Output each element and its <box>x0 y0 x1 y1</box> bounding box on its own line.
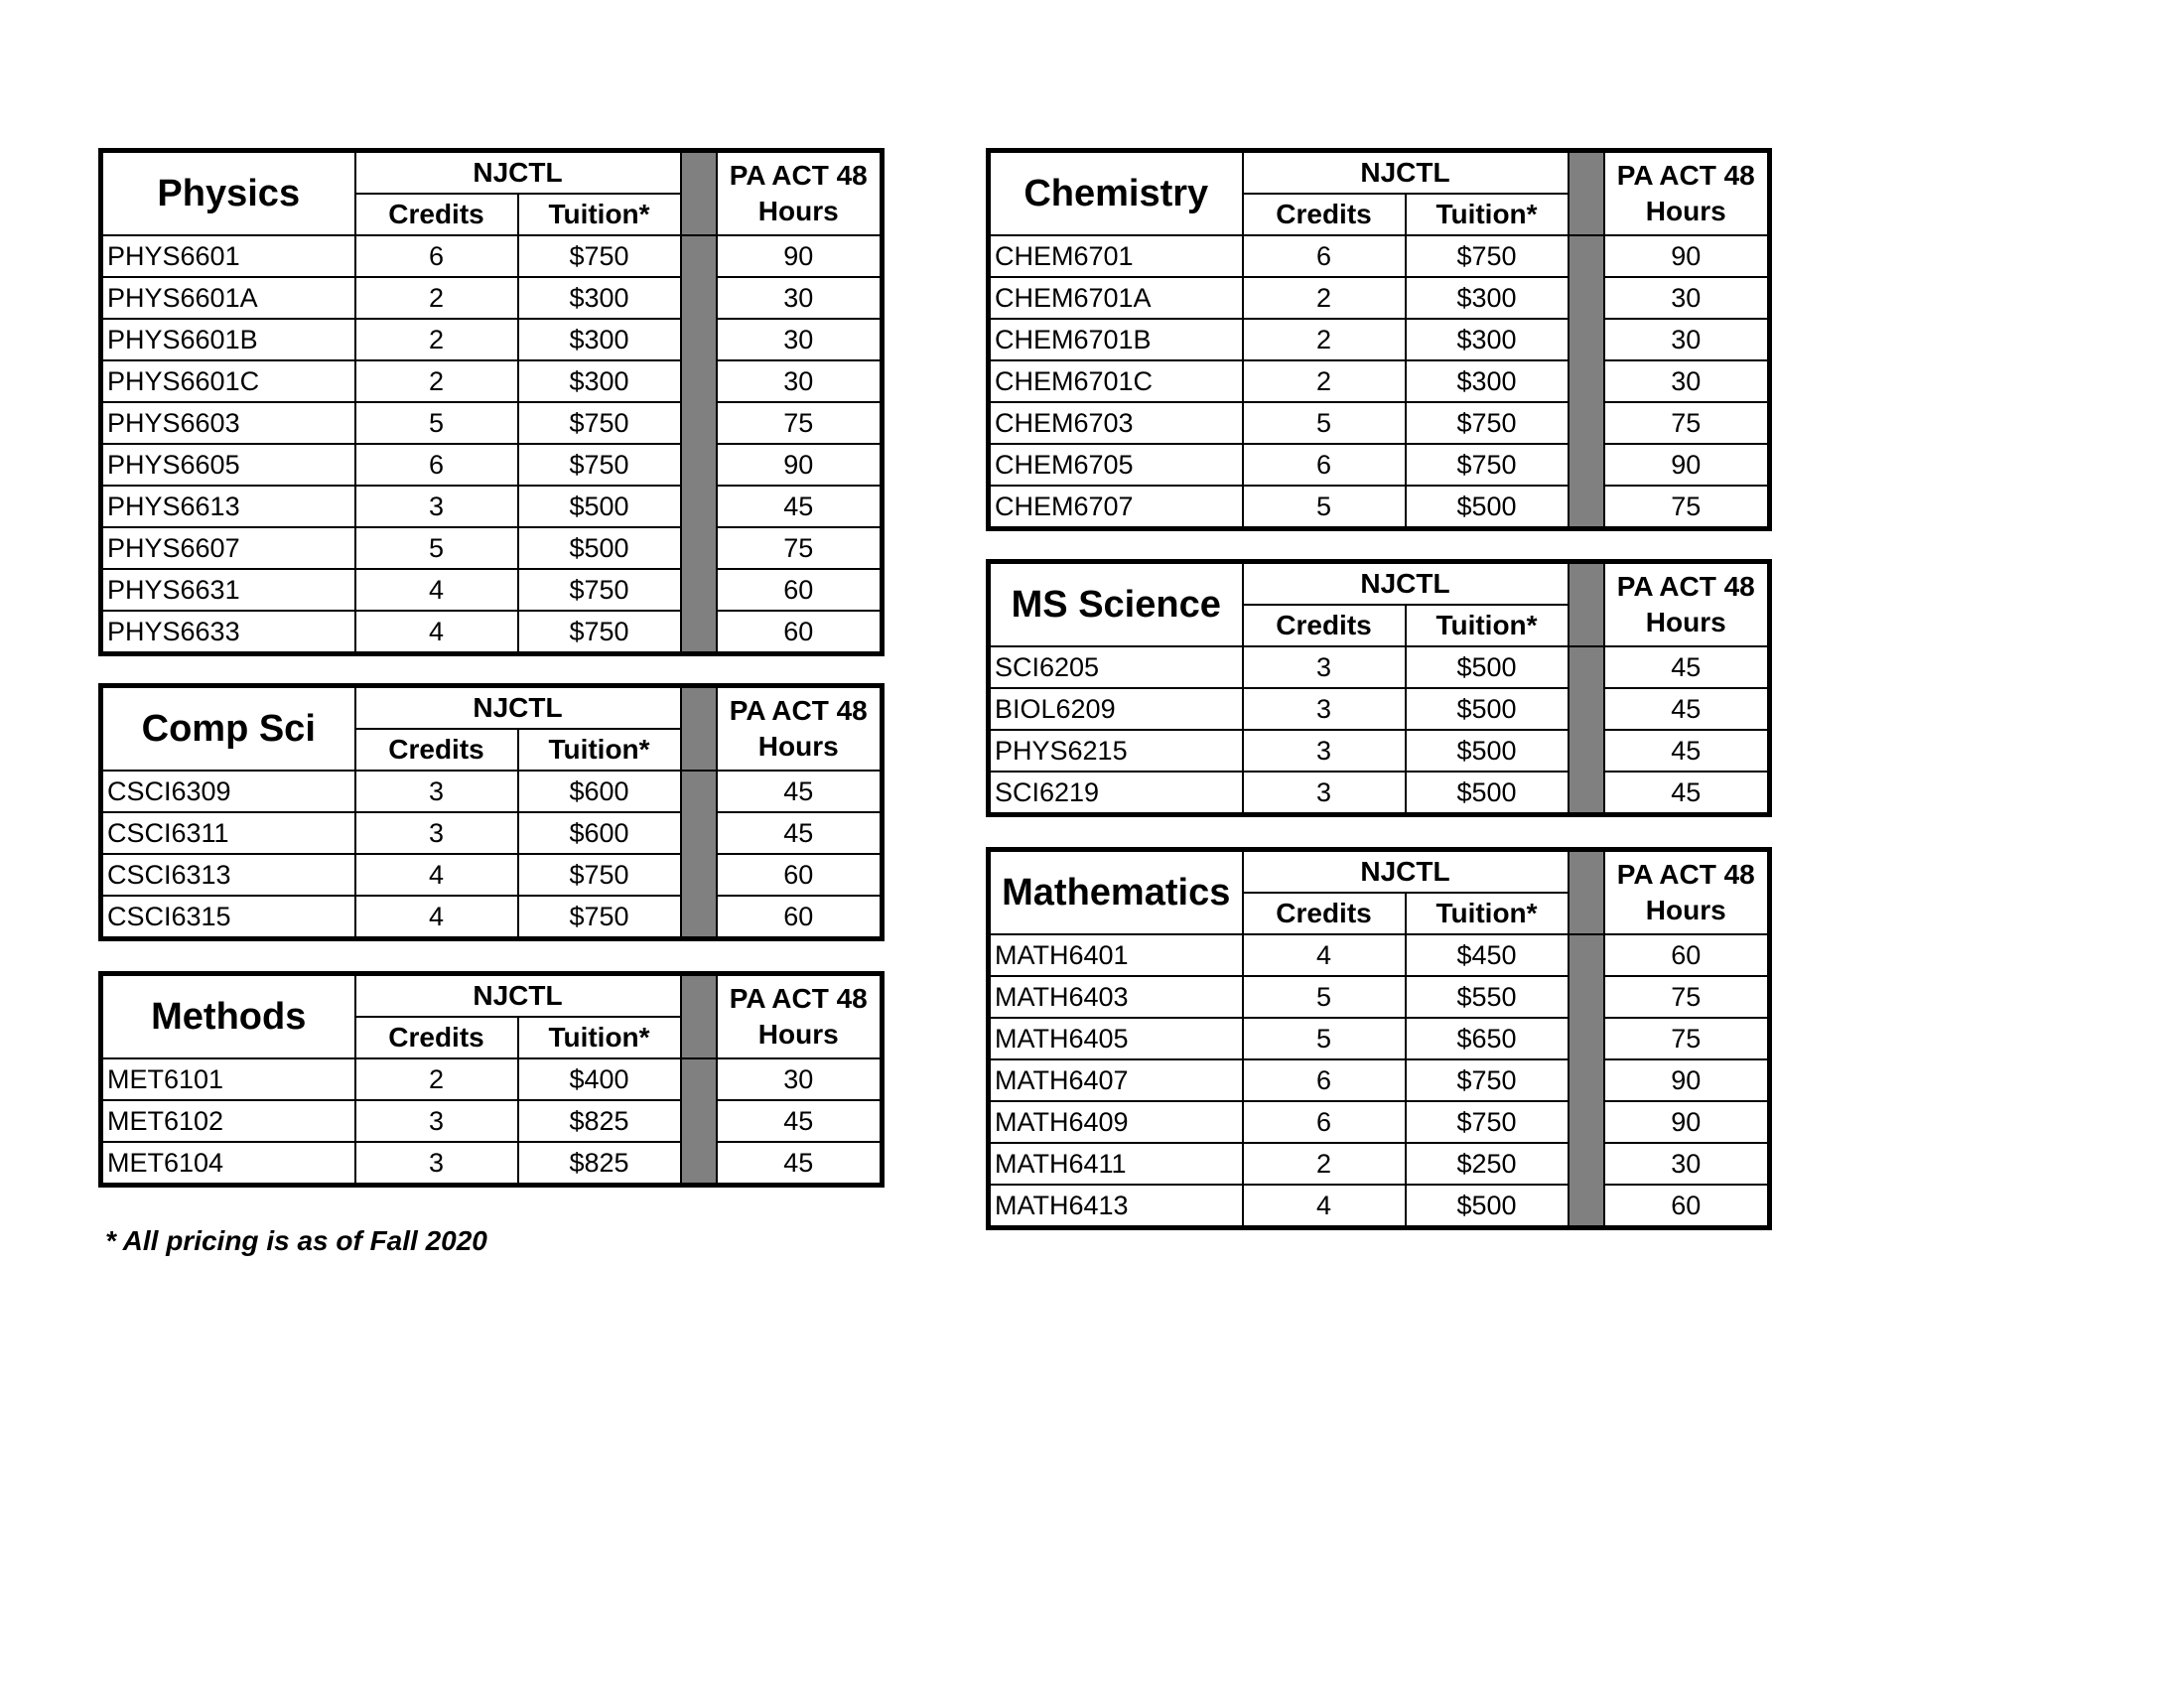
course-code: CHEM6705 <box>989 444 1243 486</box>
credits-header: Credits <box>1243 194 1406 235</box>
course-tuition: $450 <box>1406 934 1569 976</box>
comp-sci-title: Comp Sci <box>101 686 355 772</box>
course-credits: 6 <box>355 235 518 277</box>
ms-science-title: MS Science <box>989 562 1243 647</box>
course-code: CHEM6701B <box>989 319 1243 360</box>
njctl-header: NJCTL <box>355 686 681 730</box>
course-credits: 4 <box>355 854 518 896</box>
separator-column <box>681 686 717 772</box>
pa-act48-header <box>717 974 883 1059</box>
pa-act48-label: PA ACT 48 <box>1616 160 1755 191</box>
course-tuition: $250 <box>1406 1143 1569 1185</box>
course-tuition: $750 <box>1406 1059 1569 1101</box>
course-code: CSCI6309 <box>101 771 355 812</box>
table-row <box>989 444 1770 486</box>
course-credits: 2 <box>1243 360 1406 402</box>
course-hours: 60 <box>717 611 883 654</box>
course-code: CSCI6313 <box>101 854 355 896</box>
table-row <box>989 235 1770 277</box>
separator-column <box>681 1058 717 1186</box>
course-hours: 30 <box>717 277 883 319</box>
course-code: MET6102 <box>101 1100 355 1142</box>
course-credits: 3 <box>1243 688 1406 730</box>
course-code: MET6101 <box>101 1058 355 1100</box>
table-row <box>989 688 1770 730</box>
course-tuition: $750 <box>518 444 681 486</box>
course-hours: 30 <box>717 360 883 402</box>
course-tuition: $400 <box>518 1058 681 1100</box>
separator-column <box>681 235 717 654</box>
course-tuition: $750 <box>1406 235 1569 277</box>
table-row <box>101 1058 883 1100</box>
course-credits: 3 <box>355 1142 518 1186</box>
table-row <box>989 402 1770 444</box>
course-credits: 3 <box>355 771 518 812</box>
table-row <box>989 646 1770 688</box>
course-hours: 30 <box>1604 319 1770 360</box>
hours-label: Hours <box>1645 196 1726 226</box>
course-hours: 90 <box>717 235 883 277</box>
course-hours: 90 <box>1604 1059 1770 1101</box>
table-row <box>989 360 1770 402</box>
course-tuition: $300 <box>1406 360 1569 402</box>
table-row <box>989 934 1770 976</box>
course-credits: 5 <box>1243 486 1406 529</box>
course-code: PHYS6607 <box>101 527 355 569</box>
course-code: CHEM6701C <box>989 360 1243 402</box>
separator-column <box>1569 934 1604 1228</box>
course-hours: 60 <box>1604 934 1770 976</box>
table-row <box>989 730 1770 772</box>
table-row <box>101 360 883 402</box>
pa-act48-header <box>1604 562 1770 647</box>
course-tuition: $750 <box>518 854 681 896</box>
physics-title: Physics <box>101 151 355 236</box>
course-tuition: $750 <box>1406 1101 1569 1143</box>
course-hours: 45 <box>1604 730 1770 772</box>
separator-column <box>1569 850 1604 935</box>
credits-header: Credits <box>355 194 518 235</box>
course-tuition: $500 <box>1406 1185 1569 1228</box>
hours-label: Hours <box>757 1019 839 1050</box>
methods-table <box>98 971 885 1188</box>
course-code: MATH6405 <box>989 1018 1243 1059</box>
course-hours: 75 <box>1604 402 1770 444</box>
course-hours: 60 <box>1604 1185 1770 1228</box>
course-tuition: $500 <box>518 486 681 527</box>
course-tuition: $300 <box>1406 319 1569 360</box>
course-hours: 75 <box>1604 486 1770 529</box>
course-tuition: $750 <box>518 896 681 939</box>
course-credits: 2 <box>1243 277 1406 319</box>
credits-header: Credits <box>355 729 518 771</box>
ms-science-table <box>986 559 1772 817</box>
course-credits: 2 <box>1243 1143 1406 1185</box>
course-code: PHYS6613 <box>101 486 355 527</box>
course-hours: 30 <box>1604 1143 1770 1185</box>
hours-label: Hours <box>1645 607 1726 637</box>
course-tuition: $300 <box>1406 277 1569 319</box>
course-hours: 45 <box>1604 688 1770 730</box>
course-hours: 75 <box>717 402 883 444</box>
course-credits: 4 <box>355 896 518 939</box>
course-tuition: $500 <box>1406 486 1569 529</box>
pa-act48-header <box>1604 151 1770 236</box>
course-credits: 6 <box>1243 235 1406 277</box>
course-tuition: $500 <box>1406 772 1569 815</box>
table-row <box>989 1101 1770 1143</box>
course-code: PHYS6601C <box>101 360 355 402</box>
course-hours: 75 <box>1604 976 1770 1018</box>
course-tuition: $300 <box>518 277 681 319</box>
course-credits: 4 <box>1243 934 1406 976</box>
physics-table <box>98 148 885 656</box>
table-row <box>101 1142 883 1186</box>
tuition-header: Tuition* <box>518 729 681 771</box>
course-hours: 45 <box>717 1100 883 1142</box>
pa-act48-label: PA ACT 48 <box>729 983 868 1014</box>
pa-act48-label: PA ACT 48 <box>729 695 868 726</box>
course-credits: 3 <box>1243 772 1406 815</box>
course-tuition: $750 <box>518 402 681 444</box>
course-credits: 3 <box>355 812 518 854</box>
course-hours: 90 <box>1604 235 1770 277</box>
course-credits: 5 <box>355 527 518 569</box>
course-credits: 2 <box>1243 319 1406 360</box>
course-credits: 3 <box>355 1100 518 1142</box>
course-tuition: $500 <box>1406 730 1569 772</box>
njctl-header: NJCTL <box>1243 850 1569 894</box>
course-hours: 30 <box>717 319 883 360</box>
course-credits: 3 <box>1243 646 1406 688</box>
course-code: MATH6407 <box>989 1059 1243 1101</box>
course-code: CHEM6701 <box>989 235 1243 277</box>
separator-column <box>1569 235 1604 529</box>
course-tuition: $300 <box>518 319 681 360</box>
tuition-header: Tuition* <box>1406 605 1569 646</box>
course-credits: 2 <box>355 319 518 360</box>
course-hours: 90 <box>1604 1101 1770 1143</box>
table-row <box>101 569 883 611</box>
separator-column <box>1569 562 1604 647</box>
table-row <box>989 772 1770 815</box>
course-code: MATH6411 <box>989 1143 1243 1185</box>
course-hours: 45 <box>717 1142 883 1186</box>
course-hours: 75 <box>717 527 883 569</box>
course-code: MATH6403 <box>989 976 1243 1018</box>
separator-column <box>681 151 717 236</box>
course-hours: 60 <box>717 569 883 611</box>
pa-act48-header <box>1604 850 1770 935</box>
course-code: CHEM6707 <box>989 486 1243 529</box>
course-code: CSCI6311 <box>101 812 355 854</box>
course-hours: 45 <box>717 486 883 527</box>
course-code: MET6104 <box>101 1142 355 1186</box>
hours-label: Hours <box>1645 895 1726 925</box>
course-code: PHYS6215 <box>989 730 1243 772</box>
table-row <box>989 277 1770 319</box>
tuition-header: Tuition* <box>518 194 681 235</box>
table-row <box>101 527 883 569</box>
course-credits: 4 <box>355 569 518 611</box>
course-credits: 6 <box>1243 1059 1406 1101</box>
course-credits: 2 <box>355 360 518 402</box>
table-row <box>989 319 1770 360</box>
njctl-header: NJCTL <box>355 151 681 195</box>
separator-column <box>1569 151 1604 236</box>
course-credits: 5 <box>1243 976 1406 1018</box>
table-row <box>101 771 883 812</box>
course-code: PHYS6603 <box>101 402 355 444</box>
course-hours: 90 <box>717 444 883 486</box>
pa-act48-label: PA ACT 48 <box>1616 859 1755 890</box>
course-hours: 45 <box>1604 646 1770 688</box>
course-credits: 2 <box>355 1058 518 1100</box>
course-code: PHYS6601B <box>101 319 355 360</box>
course-tuition: $600 <box>518 771 681 812</box>
chemistry-table <box>986 148 1772 531</box>
table-row <box>101 812 883 854</box>
table-row <box>101 1100 883 1142</box>
pa-act48-label: PA ACT 48 <box>729 160 868 191</box>
course-hours: 30 <box>717 1058 883 1100</box>
course-tuition: $300 <box>518 360 681 402</box>
course-credits: 5 <box>1243 1018 1406 1059</box>
course-credits: 6 <box>1243 444 1406 486</box>
credits-header: Credits <box>1243 893 1406 934</box>
table-row <box>989 1143 1770 1185</box>
course-credits: 6 <box>1243 1101 1406 1143</box>
methods-title: Methods <box>101 974 355 1059</box>
pa-act48-header <box>717 151 883 236</box>
pa-act48-label: PA ACT 48 <box>1616 571 1755 602</box>
separator-column <box>1569 646 1604 815</box>
course-tuition: $825 <box>518 1142 681 1186</box>
course-code: PHYS6601A <box>101 277 355 319</box>
tuition-header: Tuition* <box>1406 893 1569 934</box>
course-code: PHYS6601 <box>101 235 355 277</box>
course-tuition: $750 <box>1406 402 1569 444</box>
njctl-header: NJCTL <box>1243 151 1569 195</box>
course-credits: 5 <box>355 402 518 444</box>
course-hours: 75 <box>1604 1018 1770 1059</box>
table-row <box>989 976 1770 1018</box>
course-code: SCI6219 <box>989 772 1243 815</box>
table-row <box>101 402 883 444</box>
njctl-header: NJCTL <box>355 974 681 1018</box>
table-row <box>101 319 883 360</box>
table-row <box>101 235 883 277</box>
course-tuition: $750 <box>518 569 681 611</box>
course-credits: 4 <box>1243 1185 1406 1228</box>
table-row <box>989 486 1770 529</box>
course-hours: 45 <box>717 812 883 854</box>
course-credits: 3 <box>355 486 518 527</box>
course-credits: 2 <box>355 277 518 319</box>
pa-act48-header <box>717 686 883 772</box>
course-tuition: $825 <box>518 1100 681 1142</box>
course-code: CHEM6701A <box>989 277 1243 319</box>
pricing-footnote: * All pricing is as of Fall 2020 <box>105 1225 487 1256</box>
course-code: MATH6413 <box>989 1185 1243 1228</box>
course-code: MATH6401 <box>989 934 1243 976</box>
course-credits: 3 <box>1243 730 1406 772</box>
course-code: CHEM6703 <box>989 402 1243 444</box>
table-row <box>989 1059 1770 1101</box>
chemistry-title: Chemistry <box>989 151 1243 236</box>
credits-header: Credits <box>1243 605 1406 646</box>
course-credits: 5 <box>1243 402 1406 444</box>
course-tuition: $550 <box>1406 976 1569 1018</box>
comp-sci-table <box>98 683 885 941</box>
separator-column <box>681 974 717 1059</box>
table-row <box>101 444 883 486</box>
course-credits: 4 <box>355 611 518 654</box>
table-row <box>101 277 883 319</box>
table-row <box>101 486 883 527</box>
credits-header: Credits <box>355 1017 518 1058</box>
course-tuition: $500 <box>518 527 681 569</box>
course-hours: 90 <box>1604 444 1770 486</box>
course-hours: 60 <box>717 854 883 896</box>
course-tuition: $750 <box>518 611 681 654</box>
course-credits: 6 <box>355 444 518 486</box>
course-code: CSCI6315 <box>101 896 355 939</box>
table-row <box>101 854 883 896</box>
course-code: PHYS6631 <box>101 569 355 611</box>
course-tuition: $750 <box>518 235 681 277</box>
course-hours: 30 <box>1604 360 1770 402</box>
course-tuition: $650 <box>1406 1018 1569 1059</box>
mathematics-table <box>986 847 1772 1230</box>
table-row <box>989 1185 1770 1228</box>
separator-column <box>681 771 717 939</box>
table-row <box>101 611 883 654</box>
hours-label: Hours <box>757 731 839 762</box>
table-row <box>101 896 883 939</box>
course-hours: 45 <box>717 771 883 812</box>
course-code: MATH6409 <box>989 1101 1243 1143</box>
course-hours: 30 <box>1604 277 1770 319</box>
course-code: SCI6205 <box>989 646 1243 688</box>
tuition-header: Tuition* <box>1406 194 1569 235</box>
table-row <box>989 1018 1770 1059</box>
course-hours: 60 <box>717 896 883 939</box>
hours-label: Hours <box>757 196 839 226</box>
course-tuition: $750 <box>1406 444 1569 486</box>
mathematics-title: Mathematics <box>989 850 1243 935</box>
tuition-header: Tuition* <box>518 1017 681 1058</box>
course-hours: 45 <box>1604 772 1770 815</box>
course-code: BIOL6209 <box>989 688 1243 730</box>
course-code: PHYS6633 <box>101 611 355 654</box>
course-tuition: $600 <box>518 812 681 854</box>
course-tuition: $500 <box>1406 688 1569 730</box>
njctl-header: NJCTL <box>1243 562 1569 606</box>
course-tuition: $500 <box>1406 646 1569 688</box>
course-code: PHYS6605 <box>101 444 355 486</box>
